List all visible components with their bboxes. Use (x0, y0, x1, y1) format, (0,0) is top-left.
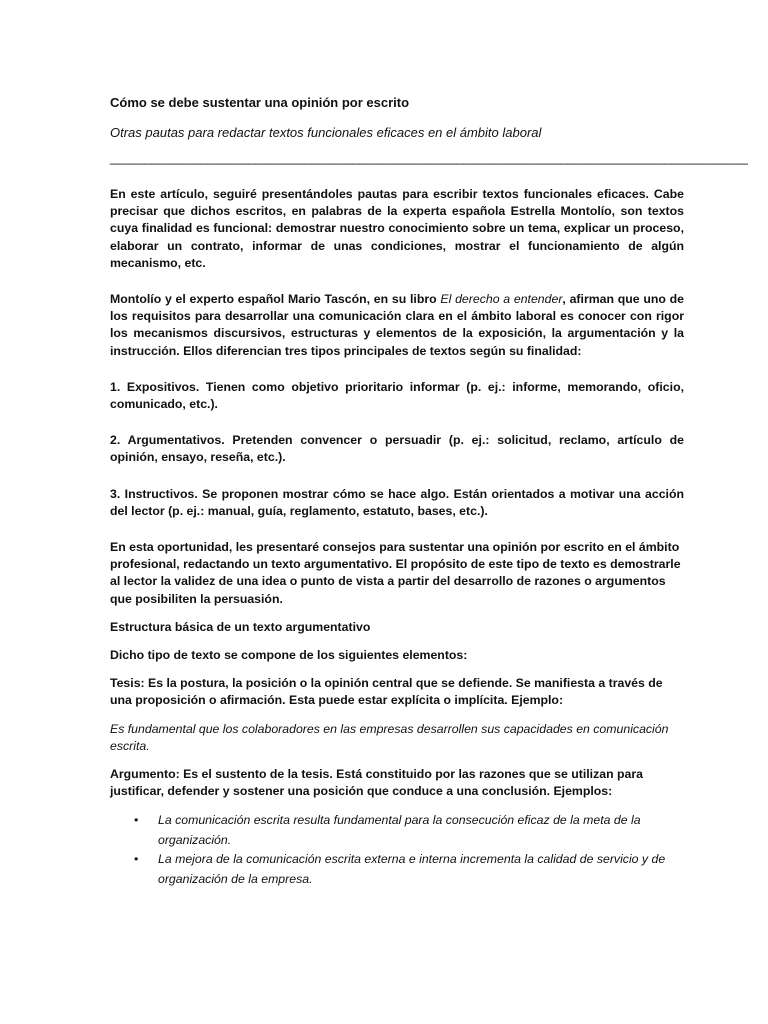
examples-list (110, 811, 684, 889)
elements-paragraph: Dicho tipo de texto se compone de los siguientes elementos: (110, 648, 468, 663)
separator-rule: ____________________________________________________________________________________________ (110, 150, 748, 165)
article-subtitle: Otras pautas para redactar textos funcionales eficaces en el ámbito laboral (110, 125, 542, 140)
bullet-icon: • (134, 813, 139, 828)
tesis-paragraph: Tesis: Es la postura, la posición o la opinión central que se defiende. Se manifiesta a través de una proposición o afirmación. Esta puede estar explícita o implícita. Ejemplo: (110, 676, 663, 708)
type-argumentativos: 2. Argumentativos. Pretenden convencer o persuadir (p. ej.: solicitud, reclamo, artículo de opinión, ensayo, reseña, etc.). (110, 433, 684, 465)
list-item (134, 850, 684, 889)
tesis-example: Es fundamental que los colaboradores en las empresas desarrollen sus capacidades en comunicación escrita. (110, 721, 669, 753)
example-text: La mejora de la comunicación escrita externa e interna incrementa la calidad de servicio y de organización de la empresa. (158, 852, 666, 886)
article-title: Cómo se debe sustentar una opinión por escrito (110, 95, 410, 110)
list-item (134, 811, 684, 850)
example-text: La comunicación escrita resulta fundamental para la consecución eficaz de la meta de la organización. (158, 813, 641, 847)
type-instructivos: 3. Instructivos. Se proponen mostrar cómo se hace algo. Están orientados a motivar una acción del lector (p. ej.: manual, guía, reglamento, estatuto, bases, etc.). (110, 486, 684, 518)
montolio-text-before: Montolío y el experto español Mario Tascón, en su libro (110, 292, 441, 307)
structure-heading: Estructura básica de un texto argumentativo (110, 619, 371, 634)
book-title: El derecho a entender (440, 292, 563, 307)
bullet-icon: • (134, 852, 139, 867)
intro-paragraph: En este artículo, seguiré presentándoles pautas para escribir textos funcionales eficaces. Cabe precisar que dichos escritos, en palabras de la experta española Estrella Montolío, son textos cuya finalidad es funcional: demostrar nuestro conocimiento sobre un tema, explicar un proceso, elaborar un contrato, informar de unas condiciones, mostrar el funcionamiento de algún mecanismo, etc. (110, 187, 684, 270)
argumento-paragraph: Argumento: Es el sustento de la tesis. Está constituido por las razones que se utilizan para justificar, defender y sostener una posición que conduce a una conclusión. Ejemplos: (110, 767, 643, 799)
montolio-paragraph (110, 291, 684, 360)
oportunidad-paragraph: En esta oportunidad, les presentaré consejos para sustentar una opinión por escrito en el ámbito profesional, redactando un texto argumentativo. El propósito de este tipo de texto es demostrarle al lector la validez de una idea o punto de vista a partir del desarrollo de razones o argumentos que posibiliten la persuasión. (110, 540, 681, 606)
type-expositivos: 1. Expositivos. Tienen como objetivo prioritario informar (p. ej.: informe, memorando, oficio, comunicado, etc.). (110, 379, 684, 412)
montolio-text-after: , afirman que uno de los requisitos para desarrollar una comunicación clara en el ámbito laboral es conocer con rigor los mecanismos discursivos, estructuras y elementos de la exposición, la argumentación y la instrucción. Ellos diferencian tres tipos principales de textos según su finalidad: (110, 292, 685, 358)
